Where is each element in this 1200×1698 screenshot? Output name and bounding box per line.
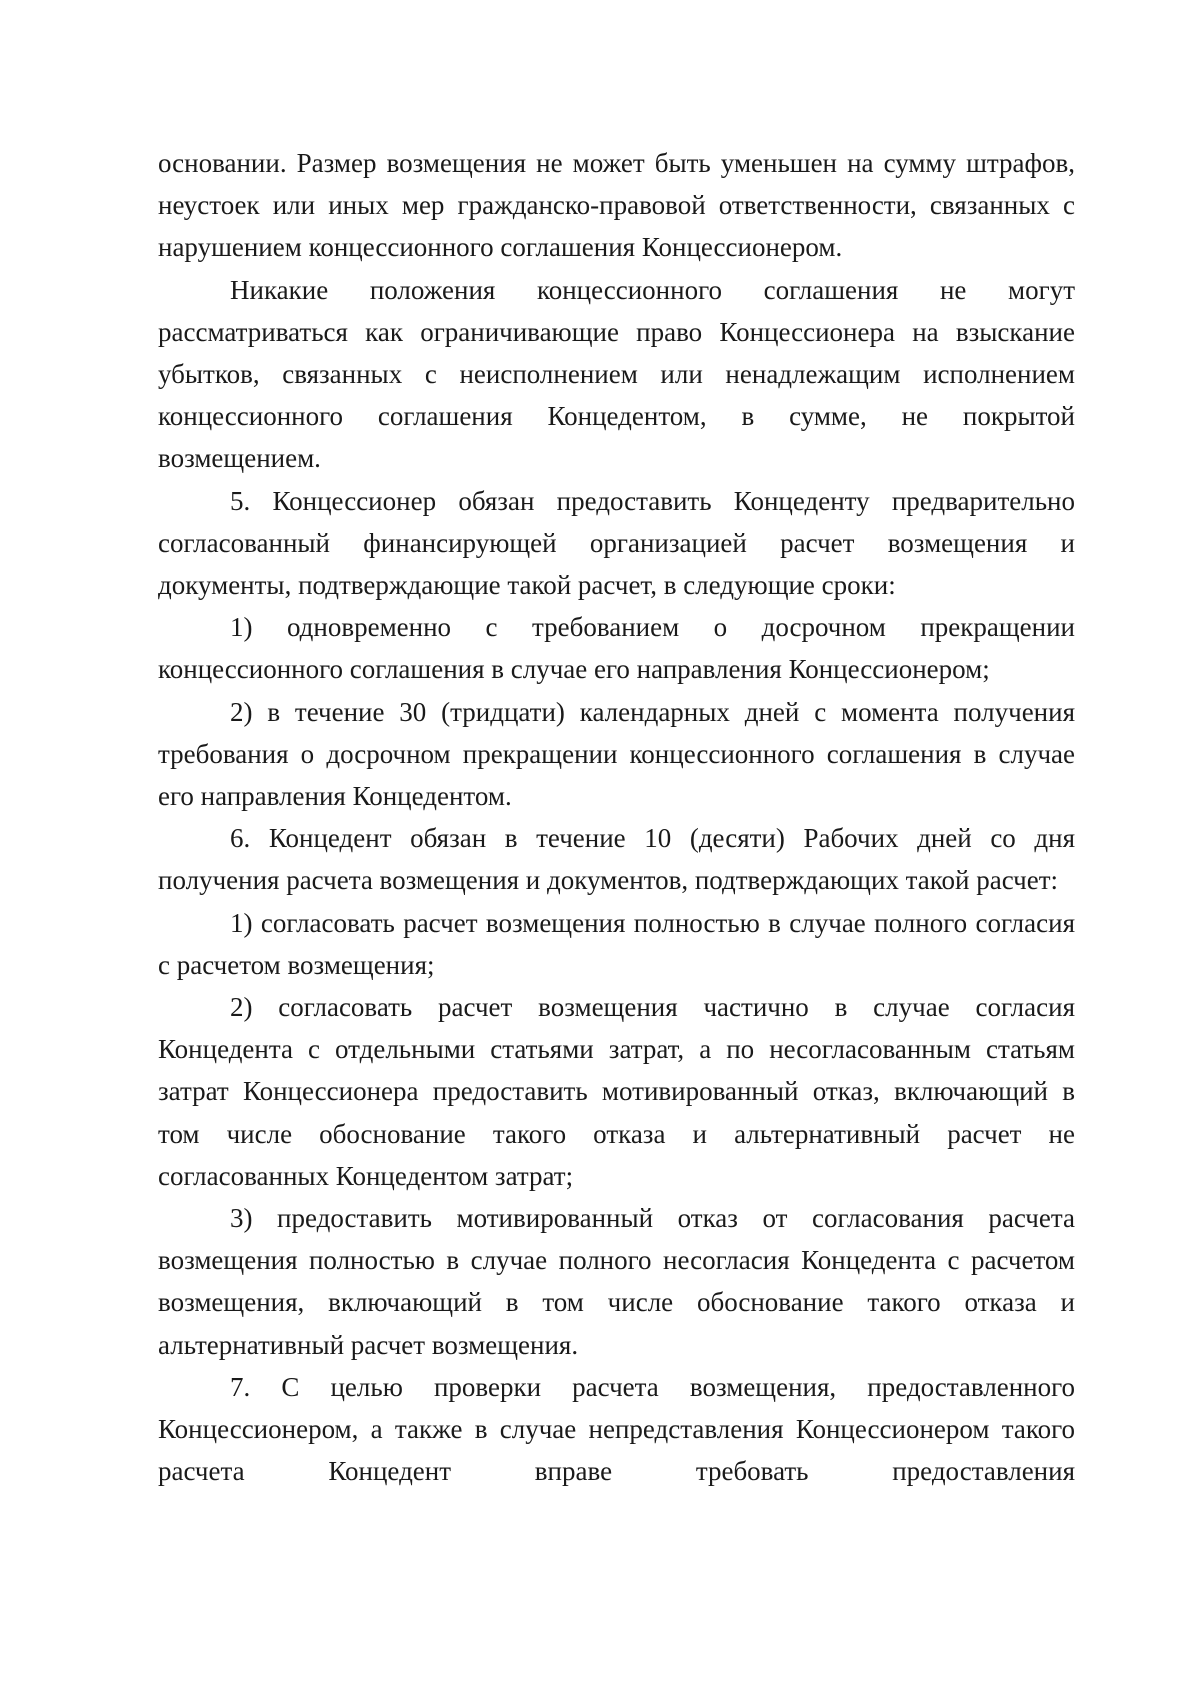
paragraph-continuation: основании. Размер возмещения не может быть уменьшен на сумму штрафов, неустоек или иных мер гражданско-правовой ответственности, связанных с нарушением концессионного соглашения Концессионером. — [158, 148, 1075, 263]
paragraph-item-6-3: 3) предоставить мотивированный отказ от согласования расчета возмещения полностью в случае полного несогласия Концедента с расчетом возмещения, включающий в том числе обоснование такого отказа и альтернативный расчет возмещения. — [158, 1203, 1075, 1360]
paragraph-item-7: 7. С целью проверки расчета возмещения, предоставленного Концессионером, а также в случае непредставления Концессионером такого расчета Концедент вправе требовать предоставления — [158, 1371, 1075, 1487]
paragraph-item-6-2: 2) согласовать расчет возмещения частично в случае согласия Концедента с отдельными статьями затрат, а по несогласованным статьям затрат Концессионера предоставить мотивированный отказ, включающий в том числе обоснование такого отказа и альтернативный расчет не согласованных Концедентом затрат; — [158, 992, 1075, 1191]
paragraph-item-6: 6. Концедент обязан в течение 10 (десяти) Рабочих дней со дня получения расчета возмещения и документов, подтверждающих такой расчет: — [158, 823, 1075, 896]
document-body — [158, 142, 1075, 1493]
paragraph-no-provisions: Никакие положения концессионного соглашения не могут рассматриваться как ограничивающие право Концессионера на взыскание убытков, связанных с неисполнением или ненадлежащим исполнением концессионного соглашения Концедентом, в сумме, не покрытой возмещением. — [158, 274, 1075, 474]
paragraph-item-5: 5. Концессионер обязан предоставить Концеденту предварительно согласованный финансирующей организацией расчет возмещения и документы, подтверждающие такой расчет, в следующие сроки: — [158, 485, 1075, 601]
paragraph-item-5-1: 1) одновременно с требованием о досрочном прекращении концессионного соглашения в случае его направления Концессионером; — [158, 612, 1075, 685]
paragraph-item-5-2: 2) в течение 30 (тридцати) календарных дней с момента получения требования о досрочном прекращении концессионного соглашения в случае его направления Концедентом. — [158, 696, 1075, 812]
paragraph-item-6-1: 1) согласовать расчет возмещения полностью в случае полного согласия с расчетом возмещения; — [158, 907, 1075, 980]
